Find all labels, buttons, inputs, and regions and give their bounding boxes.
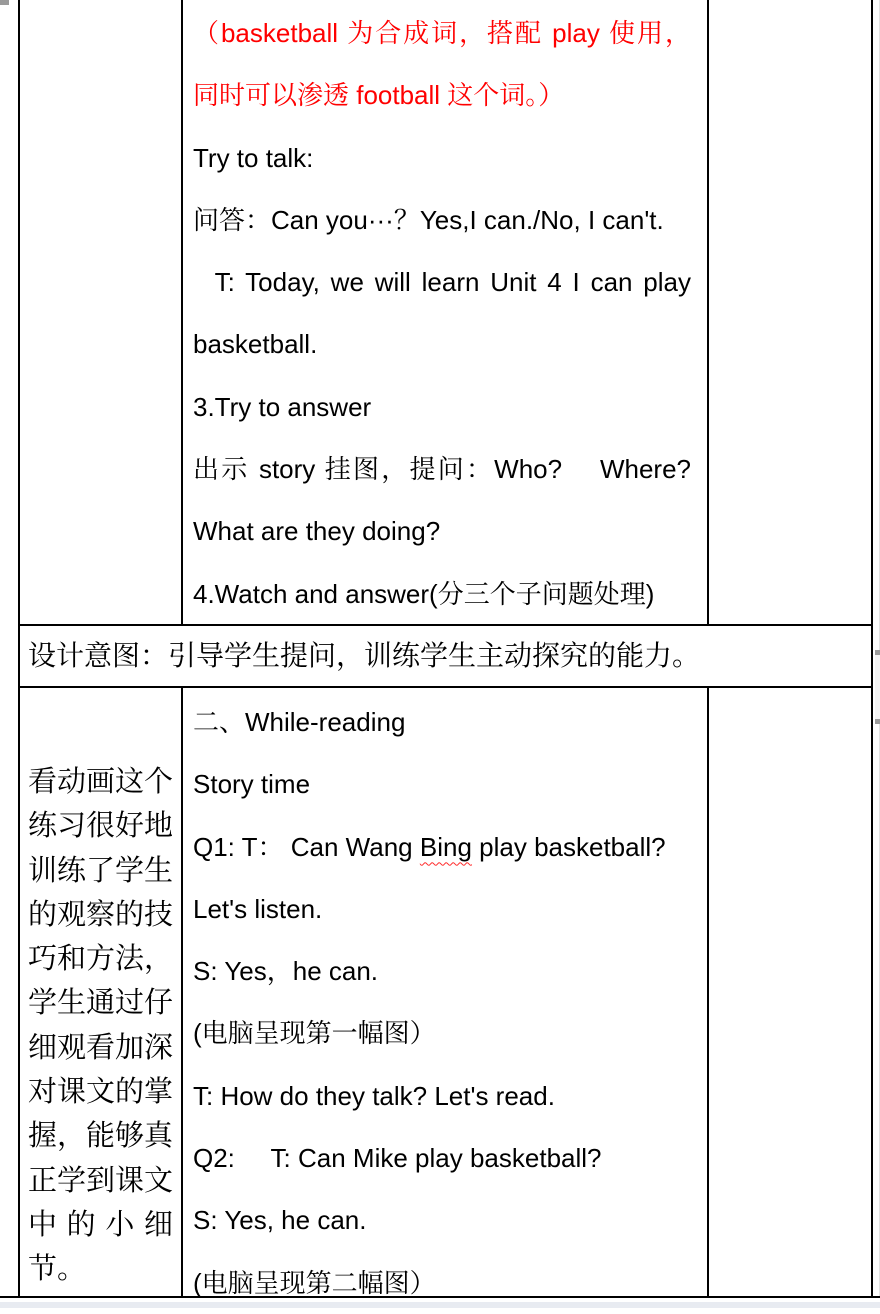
scrollbar-thumb[interactable] — [875, 650, 880, 724]
scrollbar-thumb-bottom-cap — [875, 719, 880, 724]
s-answer-1-line[interactable]: S: Yes，he can. — [193, 956, 379, 987]
note-line[interactable]: 看动画这个 — [28, 766, 174, 798]
misspelled-word: Bing — [419, 831, 472, 862]
while-reading-cell[interactable] — [183, 690, 707, 1296]
lets-listen-line[interactable]: Let's listen. — [193, 893, 323, 924]
bottom-strip — [0, 1302, 880, 1308]
teacher-intro-line-1[interactable]: T: Today, we will learn Unit 4 I can play — [193, 267, 691, 298]
note-line[interactable]: 握，能够真 — [28, 1120, 174, 1153]
corner-artifact — [0, 0, 9, 5]
table-border-row2-bottom — [18, 686, 873, 688]
design-intent-row[interactable] — [20, 626, 871, 686]
note-line[interactable]: 中的小细 — [28, 1208, 173, 1241]
note-line[interactable]: 节。 — [28, 1253, 87, 1286]
note-line[interactable]: 巧和方法， — [28, 943, 174, 976]
teacher-intro-line-2[interactable]: basketball. — [193, 329, 318, 360]
story-chart-line-1[interactable]: 出示 story 挂图，提问：Who? Where? — [193, 454, 691, 485]
table-border-col2-bottom — [707, 688, 709, 1296]
note-line[interactable]: 的观察的技 — [28, 898, 174, 931]
table-border-right — [871, 0, 873, 1296]
try-to-talk-line[interactable]: Try to talk: — [193, 142, 314, 173]
q1-line[interactable] — [193, 816, 691, 878]
computer-pic1-line[interactable]: (电脑呈现第一幅图） — [193, 1018, 436, 1049]
annotation-line-1[interactable]: （basketball 为合成词，搭配 play 使用， — [193, 18, 691, 48]
design-intent-text[interactable]: 设计意图：引导学生提问，训练学生主动探究的能力。 — [28, 640, 701, 671]
while-reading-heading[interactable]: 二、While-reading — [193, 707, 406, 737]
table-border-col2-top — [707, 0, 709, 624]
annotation-line-2[interactable]: 同时可以渗透 football 这个词。） — [193, 80, 565, 111]
step3-line[interactable]: 3.Try to answer — [193, 391, 372, 422]
qa-pattern-line[interactable]: 问答：Can you···？Yes,I can./No, I can't. — [193, 204, 664, 235]
computer-pic2-line[interactable]: (电脑呈现第二幅图） — [193, 1267, 436, 1298]
q1-post-text: play basketball? — [471, 831, 666, 862]
s-answer-2-line[interactable]: S: Yes, he can. — [193, 1205, 367, 1236]
step4-line[interactable]: 4.Watch and answer(分三个子问题处理) — [193, 578, 655, 609]
note-line[interactable]: 细观看加深 — [28, 1031, 174, 1064]
note-line[interactable]: 练习很好地 — [28, 810, 174, 843]
q2-line[interactable]: Q2: T: Can Mike play basketball? — [193, 1143, 602, 1174]
note-line[interactable]: 对课文的掌 — [28, 1076, 174, 1109]
scrollbar-thumb-top-cap — [875, 650, 880, 655]
lesson-steps-cell[interactable] — [183, 0, 707, 624]
note-line[interactable]: 学生通过仔 — [28, 987, 174, 1020]
story-chart-line-2[interactable]: What are they doing? — [193, 516, 441, 547]
story-time-line[interactable]: Story time — [193, 769, 311, 800]
q1-pre-text: Q1: T： Can Wang — [193, 831, 420, 862]
observation-note-cell[interactable] — [20, 690, 181, 1296]
note-line[interactable]: 训练了学生 — [28, 854, 174, 887]
how-do-they-talk-line[interactable]: T: How do they talk? Let's read. — [193, 1080, 555, 1111]
note-line[interactable]: 正学到课文 — [28, 1164, 174, 1197]
